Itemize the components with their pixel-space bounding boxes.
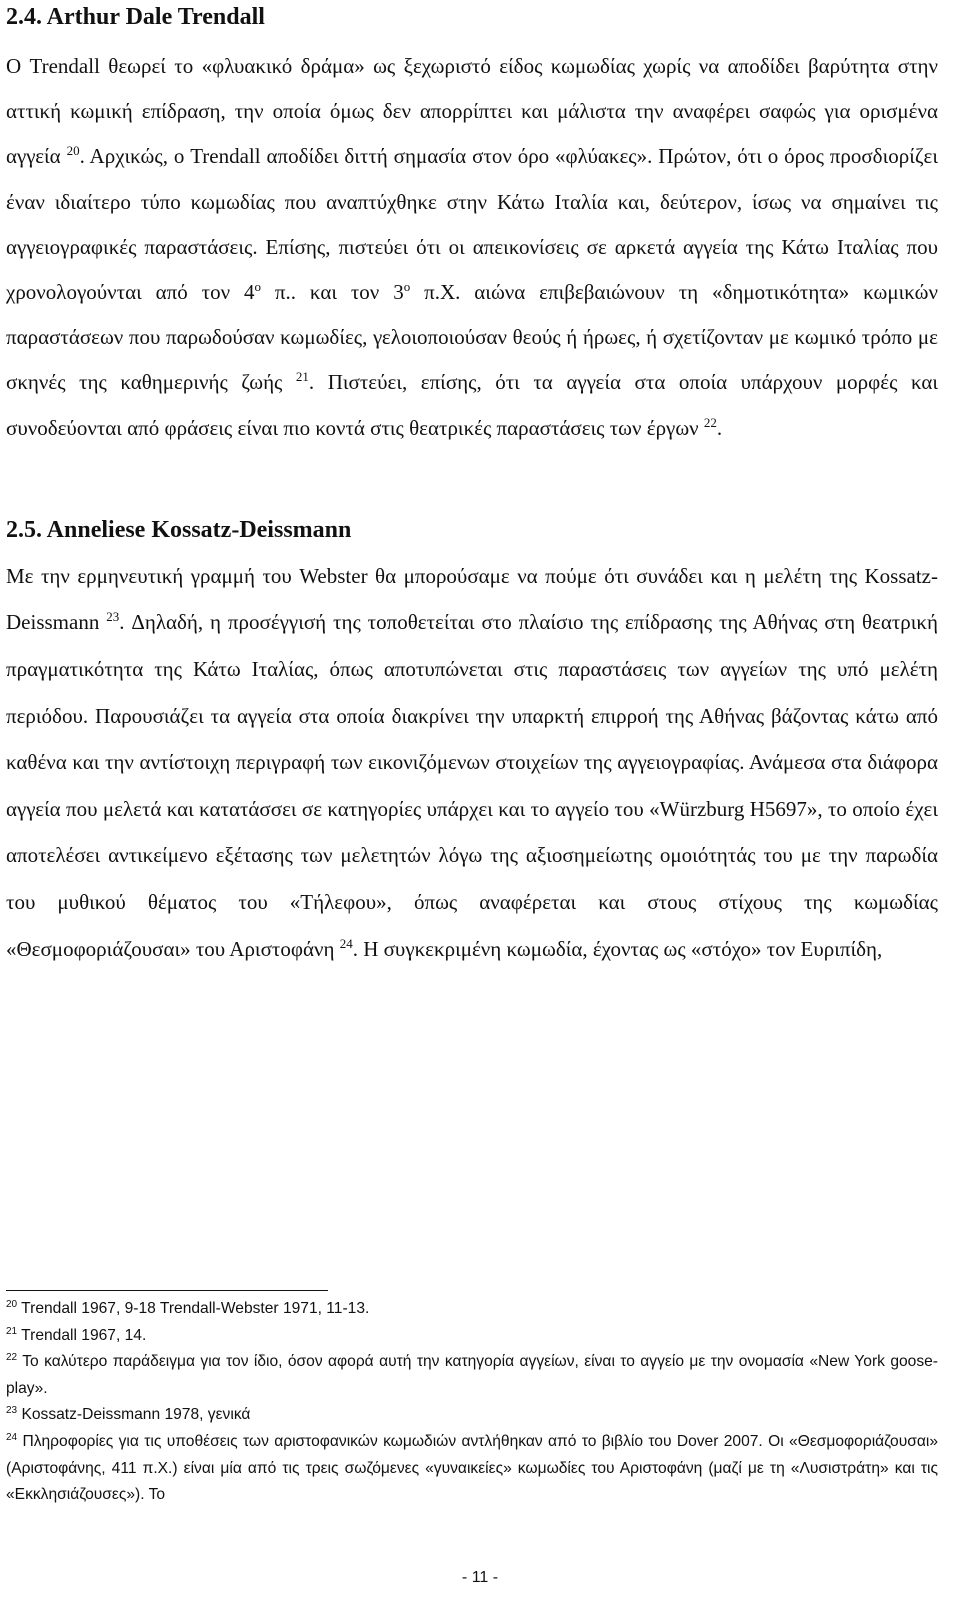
footnote-separator: [6, 1290, 328, 1291]
page-number: - 11 -: [461, 1569, 499, 1586]
ordinal-superscript: ο: [403, 279, 411, 295]
footnote-ref-21[interactable]: 21: [295, 369, 309, 385]
footnote-22: $^{22}$ Το καλύτερο παράδειγμα για τον ίδιο, όσον αφορά αυτή την κατηγορία αγγείων, είναι το αγγείο με την ονομασία «New York goose-play».: [6, 1352, 938, 1397]
ordinal-superscript: ο: [254, 279, 261, 295]
footnote-21: $^{21}$ Trendall 1967, 14.: [6, 1325, 147, 1344]
footnote-ref-22[interactable]: 22: [703, 414, 717, 430]
paragraph-trendall: Ο Trendall θεωρεί το «φλυακικό δράμα» ως ξεχωριστό είδος κωμωδίας χωρίς να αποδίδει βαρύτητα στην αττική κωμική επίδραση, την οποία όμως δεν απορρίπτει και μάλιστα την αναφέρει σαφώς για ορισμένα αγγεία $^{20}$. Αρχικώς, ο Trendall αποδίδει διττή σημασία στον όρο «φλύακες». Πρώτον, ότι ο όρος προσδιορίζει έναν ιδιαίτερο τύπο κωμωδίας που αναπτύχθηκε στην Κάτω Ιταλία και, δεύτερον, ίσως να σημαίνει τις αγγειογραφικές παραστάσεις. Επίσης, πιστεύει ότι οι απεικονίσεις σε αρκετά αγγεία της Κάτω Ιταλίας που χρονολογούνται από τον $4^o$ π.. και τον $3^o$ π.Χ. αιώνα επιβεβαιώνουν τη «δημοτικότητα» κωμικών παραστάσεων που παρωδούσαν κωμωδίες, γελοιοποιούσαν θεούς ή ήρωες, ή σχετίζονταν με κωμικό τρόπο με σκηνές της καθημερινής ζωής $^{21}$. Πιστεύει, επίσης, ότι τα αγγεία στα οποία υπάρχουν μορφές και συνοδεύονται από φράσεις είναι πιο κοντά στις θεατρικές παραστάσεις των έργων $^{22}$.: [6, 54, 939, 440]
footnote-ref-23[interactable]: 23: [106, 609, 120, 625]
section-heading-trendall: 2.4. Arthur Dale Trendall: [6, 4, 265, 30]
footnote-20: $^{20}$ Trendall 1967, 9-18 Trendall-Webster 1971, 11-13.: [6, 1298, 370, 1317]
footnote-ref-20[interactable]: 20: [66, 143, 80, 159]
footnotes: [6, 1296, 938, 1509]
paragraph-kossatz-deissmann: Με την ερμηνευτική γραμμή του Webster θα μπορούσαμε να πούμε ότι συνάδει και η μελέτη της Kossatz-Deissmann $^{23}$. Δηλαδή, η προσέγγισή της τοποθετείται στο πλαίσιο της επίδρασης της Αθήνας στη θεατρική πραγματικότητα της Κάτω Ιταλίας, όπως αποτυπώνεται στις παραστάσεις των αγγείων της υπό μελέτη περιόδου. Παρουσιάζει τα αγγεία στα οποία διακρίνει την υπαρκτή επιρροή της Αθήνας βάζοντας κάτω από καθένα και την αντίστοιχη περιγραφή των εικονιζόμενων στοιχείων της αγγειογραφίας. Ανάμεσα στα διάφορα αγγεία που μελετά και κατατάσσει σε κατηγορίες υπάρχει και το αγγείο του «Würzburg H5697», το οποίο έχει αποτελέσει αντικείμενο εξέτασης των μελετητών λόγω της αξιοσημείωτης ομοιότητάς του με την παρωδία του μυθικού θέματος του «Τήλεφου», όπως αναφέρεται και στους στίχους της κωμωδίας «Θεσμοφοριάζουσαι» του Αριστοφάνη $^{24}$. Η συγκεκριμένη κωμωδία, έχοντας ως «στόχο» τον Ευριπίδη,: [6, 563, 938, 961]
document-page: [6, 0, 938, 972]
footnote-23: $^{23}$ Kossatz-Deissmann 1978, γενικά: [6, 1405, 251, 1424]
footnote-ref-24[interactable]: 24: [339, 935, 353, 951]
footnote-24: $^{24}$ Πληροφορίες για τις υποθέσεις των αριστοφανικών κωμωδιών αντλήθηκαν από το βιβλίο του Dover 2007. Οι «Θεσμοφοριάζουσαι» (Αριστοφάνης, 411 π.Χ.) είναι μία από τις τρεις σωζόμενες «γυναικείες» κωμωδίες του Αριστοφάνη (μαζί με τη «Λυσιστράτη» και τις «Εκκλησιάζουσες»). Το: [6, 1431, 938, 1504]
section-heading-kossatz-deissmann: 2.5. Anneliese Kossatz-Deissmann: [6, 516, 352, 543]
